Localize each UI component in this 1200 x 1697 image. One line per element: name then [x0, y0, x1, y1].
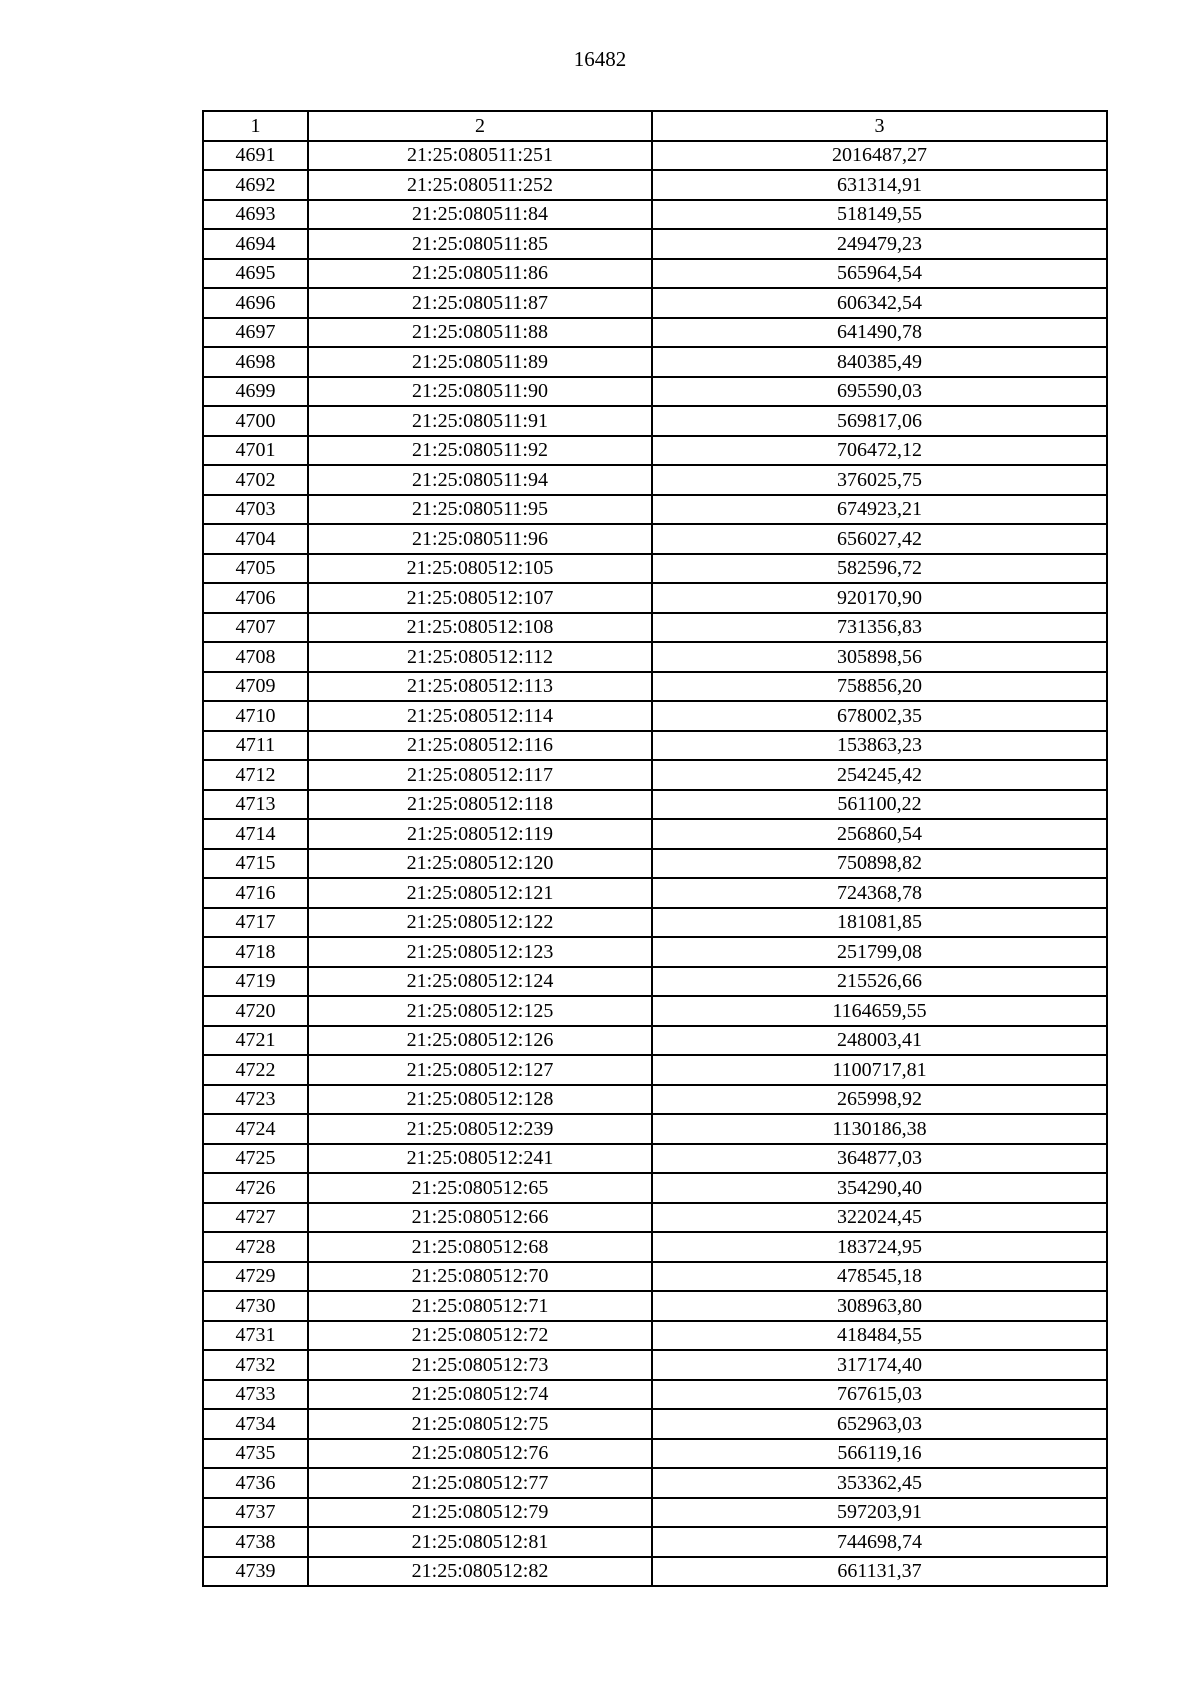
row-number-cell: 4692 — [203, 170, 308, 200]
table-row — [203, 318, 1107, 348]
value-cell: 582596,72 — [652, 554, 1107, 584]
cadastral-number-cell: 21:25:080511:91 — [308, 406, 652, 436]
value-cell: 248003,41 — [652, 1026, 1107, 1056]
cadastral-number-cell: 21:25:080511:94 — [308, 465, 652, 495]
value-cell: 364877,03 — [652, 1144, 1107, 1174]
table-row — [203, 1203, 1107, 1233]
row-number-cell: 4719 — [203, 967, 308, 997]
table-row — [203, 760, 1107, 790]
row-number-cell: 4702 — [203, 465, 308, 495]
cadastral-number-cell: 21:25:080511:90 — [308, 377, 652, 407]
value-cell: 305898,56 — [652, 642, 1107, 672]
table-row — [203, 1085, 1107, 1115]
row-number-cell: 4691 — [203, 141, 308, 171]
cadastral-number-cell: 21:25:080512:81 — [308, 1527, 652, 1557]
table-row — [203, 465, 1107, 495]
value-cell: 840385,49 — [652, 347, 1107, 377]
row-number-cell: 4738 — [203, 1527, 308, 1557]
cadastral-number-cell: 21:25:080512:74 — [308, 1380, 652, 1410]
cadastral-number-cell: 21:25:080512:108 — [308, 613, 652, 643]
cadastral-number-cell: 21:25:080512:122 — [308, 908, 652, 938]
row-number-cell: 4711 — [203, 731, 308, 761]
row-number-cell: 4735 — [203, 1439, 308, 1469]
value-cell: 181081,85 — [652, 908, 1107, 938]
table-row — [203, 170, 1107, 200]
row-number-cell: 4720 — [203, 996, 308, 1026]
row-number-cell: 4697 — [203, 318, 308, 348]
row-number-cell: 4705 — [203, 554, 308, 584]
row-number-cell: 4725 — [203, 1144, 308, 1174]
value-cell: 376025,75 — [652, 465, 1107, 495]
row-number-cell: 4724 — [203, 1114, 308, 1144]
table-row — [203, 554, 1107, 584]
cadastral-number-cell: 21:25:080511:85 — [308, 229, 652, 259]
table-row — [203, 1409, 1107, 1439]
table-row — [203, 967, 1107, 997]
cadastral-number-cell: 21:25:080512:125 — [308, 996, 652, 1026]
table-row — [203, 259, 1107, 289]
cadastral-number-cell: 21:25:080511:251 — [308, 141, 652, 171]
cadastral-number-cell: 21:25:080511:88 — [308, 318, 652, 348]
cadastral-number-cell: 21:25:080511:95 — [308, 495, 652, 525]
cadastral-number-cell: 21:25:080512:107 — [308, 583, 652, 613]
row-number-cell: 4708 — [203, 642, 308, 672]
header-cell-1: 1 — [203, 111, 308, 141]
row-number-cell: 4729 — [203, 1262, 308, 1292]
table-row — [203, 288, 1107, 318]
value-cell: 249479,23 — [652, 229, 1107, 259]
table-row — [203, 141, 1107, 171]
value-cell: 322024,45 — [652, 1203, 1107, 1233]
table-row — [203, 908, 1107, 938]
table-row — [203, 731, 1107, 761]
value-cell: 706472,12 — [652, 436, 1107, 466]
cadastral-number-cell: 21:25:080512:75 — [308, 1409, 652, 1439]
value-cell: 565964,54 — [652, 259, 1107, 289]
header-row — [203, 111, 1107, 141]
value-cell: 256860,54 — [652, 819, 1107, 849]
table-row — [203, 701, 1107, 731]
row-number-cell: 4715 — [203, 849, 308, 879]
row-number-cell: 4717 — [203, 908, 308, 938]
table-row — [203, 1291, 1107, 1321]
value-cell: 678002,35 — [652, 701, 1107, 731]
cadastral-number-cell: 21:25:080512:239 — [308, 1114, 652, 1144]
table-row — [203, 996, 1107, 1026]
cadastral-number-cell: 21:25:080512:72 — [308, 1321, 652, 1351]
value-cell: 215526,66 — [652, 967, 1107, 997]
row-number-cell: 4736 — [203, 1468, 308, 1498]
value-cell: 183724,95 — [652, 1232, 1107, 1262]
table-row — [203, 347, 1107, 377]
value-cell: 354290,40 — [652, 1173, 1107, 1203]
value-cell: 2016487,27 — [652, 141, 1107, 171]
cadastral-number-cell: 21:25:080512:127 — [308, 1055, 652, 1085]
table-row — [203, 790, 1107, 820]
value-cell: 478545,18 — [652, 1262, 1107, 1292]
cadastral-number-cell: 21:25:080511:89 — [308, 347, 652, 377]
row-number-cell: 4734 — [203, 1409, 308, 1439]
row-number-cell: 4731 — [203, 1321, 308, 1351]
table-row — [203, 1262, 1107, 1292]
table-row — [203, 1557, 1107, 1587]
value-cell: 418484,55 — [652, 1321, 1107, 1351]
cadastral-number-cell: 21:25:080512:117 — [308, 760, 652, 790]
cadastral-number-cell: 21:25:080512:105 — [308, 554, 652, 584]
cadastral-number-cell: 21:25:080512:82 — [308, 1557, 652, 1587]
value-cell: 656027,42 — [652, 524, 1107, 554]
table-body — [203, 141, 1107, 1587]
value-cell: 920170,90 — [652, 583, 1107, 613]
row-number-cell: 4721 — [203, 1026, 308, 1056]
row-number-cell: 4704 — [203, 524, 308, 554]
row-number-cell: 4716 — [203, 878, 308, 908]
cadastral-number-cell: 21:25:080512:68 — [308, 1232, 652, 1262]
cadastral-number-cell: 21:25:080512:70 — [308, 1262, 652, 1292]
cadastral-number-cell: 21:25:080512:123 — [308, 937, 652, 967]
table-header — [203, 111, 1107, 141]
row-number-cell: 4695 — [203, 259, 308, 289]
value-cell: 308963,80 — [652, 1291, 1107, 1321]
value-cell: 724368,78 — [652, 878, 1107, 908]
cadastral-number-cell: 21:25:080512:118 — [308, 790, 652, 820]
row-number-cell: 4732 — [203, 1350, 308, 1380]
table-row — [203, 524, 1107, 554]
table-row — [203, 200, 1107, 230]
table-row — [203, 672, 1107, 702]
value-cell: 518149,55 — [652, 200, 1107, 230]
cadastral-number-cell: 21:25:080512:119 — [308, 819, 652, 849]
cadastral-number-cell: 21:25:080512:121 — [308, 878, 652, 908]
cadastral-number-cell: 21:25:080512:241 — [308, 1144, 652, 1174]
value-cell: 1100717,81 — [652, 1055, 1107, 1085]
cadastral-number-cell: 21:25:080512:128 — [308, 1085, 652, 1115]
cadastral-number-cell: 21:25:080512:66 — [308, 1203, 652, 1233]
row-number-cell: 4696 — [203, 288, 308, 318]
row-number-cell: 4694 — [203, 229, 308, 259]
value-cell: 606342,54 — [652, 288, 1107, 318]
row-number-cell: 4707 — [203, 613, 308, 643]
cadastral-number-cell: 21:25:080512:124 — [308, 967, 652, 997]
value-cell: 317174,40 — [652, 1350, 1107, 1380]
header-cell-3: 3 — [652, 111, 1107, 141]
table-row — [203, 436, 1107, 466]
data-table — [202, 110, 1108, 1587]
value-cell: 750898,82 — [652, 849, 1107, 879]
table-row — [203, 495, 1107, 525]
row-number-cell: 4701 — [203, 436, 308, 466]
table-row — [203, 1350, 1107, 1380]
table-row — [203, 1144, 1107, 1174]
cadastral-number-cell: 21:25:080512:113 — [308, 672, 652, 702]
value-cell: 731356,83 — [652, 613, 1107, 643]
row-number-cell: 4700 — [203, 406, 308, 436]
table-row — [203, 1439, 1107, 1469]
value-cell: 569817,06 — [652, 406, 1107, 436]
row-number-cell: 4703 — [203, 495, 308, 525]
row-number-cell: 4706 — [203, 583, 308, 613]
cadastral-number-cell: 21:25:080512:76 — [308, 1439, 652, 1469]
cadastral-number-cell: 21:25:080512:114 — [308, 701, 652, 731]
value-cell: 251799,08 — [652, 937, 1107, 967]
table-row — [203, 1055, 1107, 1085]
value-cell: 566119,16 — [652, 1439, 1107, 1469]
row-number-cell: 4699 — [203, 377, 308, 407]
table-row — [203, 406, 1107, 436]
cadastral-number-cell: 21:25:080512:65 — [308, 1173, 652, 1203]
table-row — [203, 1468, 1107, 1498]
table-row — [203, 819, 1107, 849]
cadastral-number-cell: 21:25:080511:87 — [308, 288, 652, 318]
table-row — [203, 1527, 1107, 1557]
row-number-cell: 4712 — [203, 760, 308, 790]
cadastral-number-cell: 21:25:080512:77 — [308, 1468, 652, 1498]
value-cell: 561100,22 — [652, 790, 1107, 820]
table-row — [203, 878, 1107, 908]
value-cell: 153863,23 — [652, 731, 1107, 761]
row-number-cell: 4727 — [203, 1203, 308, 1233]
table-row — [203, 849, 1107, 879]
value-cell: 254245,42 — [652, 760, 1107, 790]
row-number-cell: 4709 — [203, 672, 308, 702]
row-number-cell: 4723 — [203, 1085, 308, 1115]
row-number-cell: 4713 — [203, 790, 308, 820]
row-number-cell: 4733 — [203, 1380, 308, 1410]
row-number-cell: 4722 — [203, 1055, 308, 1085]
row-number-cell: 4718 — [203, 937, 308, 967]
cadastral-number-cell: 21:25:080512:73 — [308, 1350, 652, 1380]
cadastral-number-cell: 21:25:080512:79 — [308, 1498, 652, 1528]
row-number-cell: 4693 — [203, 200, 308, 230]
row-number-cell: 4728 — [203, 1232, 308, 1262]
table-row — [203, 583, 1107, 613]
table-row — [203, 1114, 1107, 1144]
value-cell: 631314,91 — [652, 170, 1107, 200]
cadastral-number-cell: 21:25:080511:96 — [308, 524, 652, 554]
value-cell: 1164659,55 — [652, 996, 1107, 1026]
table-row — [203, 229, 1107, 259]
value-cell: 353362,45 — [652, 1468, 1107, 1498]
row-number-cell: 4739 — [203, 1557, 308, 1587]
table-row — [203, 1173, 1107, 1203]
value-cell: 265998,92 — [652, 1085, 1107, 1115]
value-cell: 744698,74 — [652, 1527, 1107, 1557]
table-row — [203, 642, 1107, 672]
table-row — [203, 937, 1107, 967]
table-row — [203, 613, 1107, 643]
cadastral-number-cell: 21:25:080512:120 — [308, 849, 652, 879]
value-cell: 674923,21 — [652, 495, 1107, 525]
table-row — [203, 1232, 1107, 1262]
row-number-cell: 4714 — [203, 819, 308, 849]
value-cell: 767615,03 — [652, 1380, 1107, 1410]
cadastral-number-cell: 21:25:080511:86 — [308, 259, 652, 289]
table-row — [203, 1026, 1107, 1056]
cadastral-number-cell: 21:25:080512:116 — [308, 731, 652, 761]
row-number-cell: 4710 — [203, 701, 308, 731]
cadastral-number-cell: 21:25:080511:84 — [308, 200, 652, 230]
value-cell: 641490,78 — [652, 318, 1107, 348]
value-cell: 758856,20 — [652, 672, 1107, 702]
page-number: 16482 — [573, 47, 627, 71]
row-number-cell: 4737 — [203, 1498, 308, 1528]
cadastral-number-cell: 21:25:080512:112 — [308, 642, 652, 672]
value-cell: 597203,91 — [652, 1498, 1107, 1528]
value-cell: 652963,03 — [652, 1409, 1107, 1439]
value-cell: 661131,37 — [652, 1557, 1107, 1587]
table-row — [203, 1321, 1107, 1351]
cadastral-number-cell: 21:25:080512:71 — [308, 1291, 652, 1321]
row-number-cell: 4698 — [203, 347, 308, 377]
value-cell: 695590,03 — [652, 377, 1107, 407]
value-cell: 1130186,38 — [652, 1114, 1107, 1144]
cadastral-number-cell: 21:25:080512:126 — [308, 1026, 652, 1056]
table-row — [203, 377, 1107, 407]
row-number-cell: 4730 — [203, 1291, 308, 1321]
cadastral-number-cell: 21:25:080511:92 — [308, 436, 652, 466]
table-row — [203, 1498, 1107, 1528]
header-cell-2: 2 — [308, 111, 652, 141]
cadastral-number-cell: 21:25:080511:252 — [308, 170, 652, 200]
table-row — [203, 1380, 1107, 1410]
row-number-cell: 4726 — [203, 1173, 308, 1203]
